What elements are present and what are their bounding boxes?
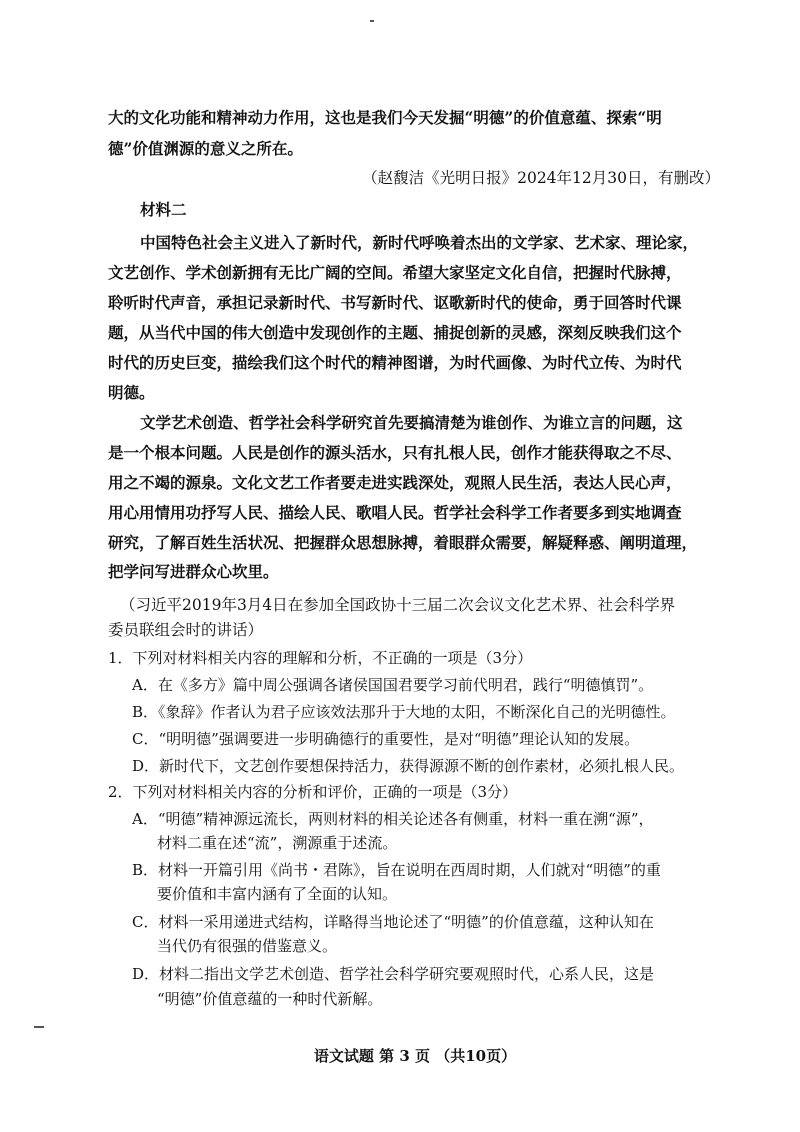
material-two-para1-line: 中国特色社会主义进入了新时代，新时代呼唤着杰出的文学家、艺术家、理论家， [140, 233, 699, 252]
question-1-option-b: B．《象辞》作者认为君子应该效法那升于大地的太阳，不断深化自己的光明德性。 [132, 703, 676, 721]
question-2-option-d: D．材料二指出文学艺术创造、哲学社会科学研究要观照时代，心系人民，这是 [132, 965, 655, 983]
scan-speck [370, 20, 374, 22]
material-two-source-line-2: 委员联组会时的讲话） [108, 621, 264, 639]
material-one-line-2: 德”价值渊源的意义之所在。 [108, 139, 303, 158]
material-two-para2-line: 是一个根本问题。人民是创作的源头活水，只有扎根人民，创作才能获得取之不尽、 [108, 443, 682, 462]
question-2-option-b: B．材料一开篇引用《尚书・君陈》，旨在说明在西周时期，人们就对“明德”的重 [132, 861, 661, 879]
question-2-option-a-cont: 材料二重在述“流”，溯源重于述流。 [157, 834, 398, 852]
material-two-para2-line: 用之不竭的源泉。文化文艺工作者要走进实践深处，观照人民生活，表达人民心声， [108, 473, 682, 492]
material-two-para1-line: 时代的历史巨变，描绘我们这个时代的精神图谱，为时代画像、为时代立传、为时代 [108, 353, 682, 372]
material-two-para2-line: 把学问写进群众心坎里。 [108, 562, 279, 581]
material-two-para1-line: 明德。 [108, 383, 155, 402]
material-two-source-line-1: （习近平2019年3月4日在参加全国政协十三届二次会议文化艺术界、社会科学界 [120, 596, 676, 614]
material-one-source: （赵馥洁《光明日报》2024年12月30日，有删改） [362, 169, 720, 187]
question-2-stem: 2．下列对材料相关内容的分析和评价，正确的一项是（3分） [108, 783, 518, 801]
question-2-option-c: C．材料一采用递进式结构，详略得当地论述了“明德”的价值意蕴，这种认知在 [132, 913, 654, 931]
material-one-line-1: 大的文化功能和精神动力作用，这也是我们今天发掘“明德”的价值意蕴、探索“明 [108, 108, 662, 127]
material-two-para1-line: 聆听时代声音，承担记录新时代、书写新时代、讴歌新时代的使命，勇于回答时代课 [108, 293, 682, 312]
question-2-option-d-cont: “明德”价值意蕴的一种时代新解。 [157, 990, 383, 1008]
question-2-option-a: A．“明德”精神源远流长，两则材料的相关论述各有侧重，材料一重在溯“源”， [132, 810, 654, 828]
material-two-para1-line: 题，从当代中国的伟大创造中发现创作的主题、捕捉创新的灵感，深刻反映我们这个 [108, 323, 682, 342]
question-1-option-c: C．“明明德”强调要进一步明确德行的重要性，是对“明德”理论认知的发展。 [132, 730, 640, 748]
page-footer: 语文试题 第 3 页 （共10页） [313, 1047, 517, 1065]
material-two-para2-line: 文学艺术创造、哲学社会科学研究首先要搞清楚为谁创作、为谁立言的问题，这 [140, 413, 683, 432]
material-two-para2-line: 研究，了解百姓生活状况、把握群众思想脉搏，着眼群众需要，解疑释惑、阐明道理， [108, 533, 698, 552]
question-2-option-c-cont: 当代仍有很强的借鉴意义。 [157, 937, 338, 955]
question-2-option-b-cont: 要价值和丰富内涵有了全面的认知。 [157, 885, 398, 903]
scan-speck [34, 1026, 44, 1028]
question-1-option-d: D．新时代下，文艺创作要想保持活力，获得源源不断的创作素材，必须扎根人民。 [132, 757, 685, 775]
material-two-heading: 材料二 [140, 200, 187, 219]
material-two-para2-line: 用心用情用功抒写人民、描绘人民、歌唱人民。哲学社会科学工作者要多到实地调查 [108, 503, 682, 522]
material-two-para1-line: 文艺创作、学术创新拥有无比广阔的空间。希望大家坚定文化自信，把握时代脉搏， [108, 263, 682, 282]
question-1-stem: 1．下列对材料相关内容的理解和分析，不正确的一项是（3分） [108, 649, 533, 667]
question-1-option-a: A．在《多方》篇中周公强调各诸侯国国君要学习前代明君，践行“明德慎罚”。 [132, 676, 654, 694]
